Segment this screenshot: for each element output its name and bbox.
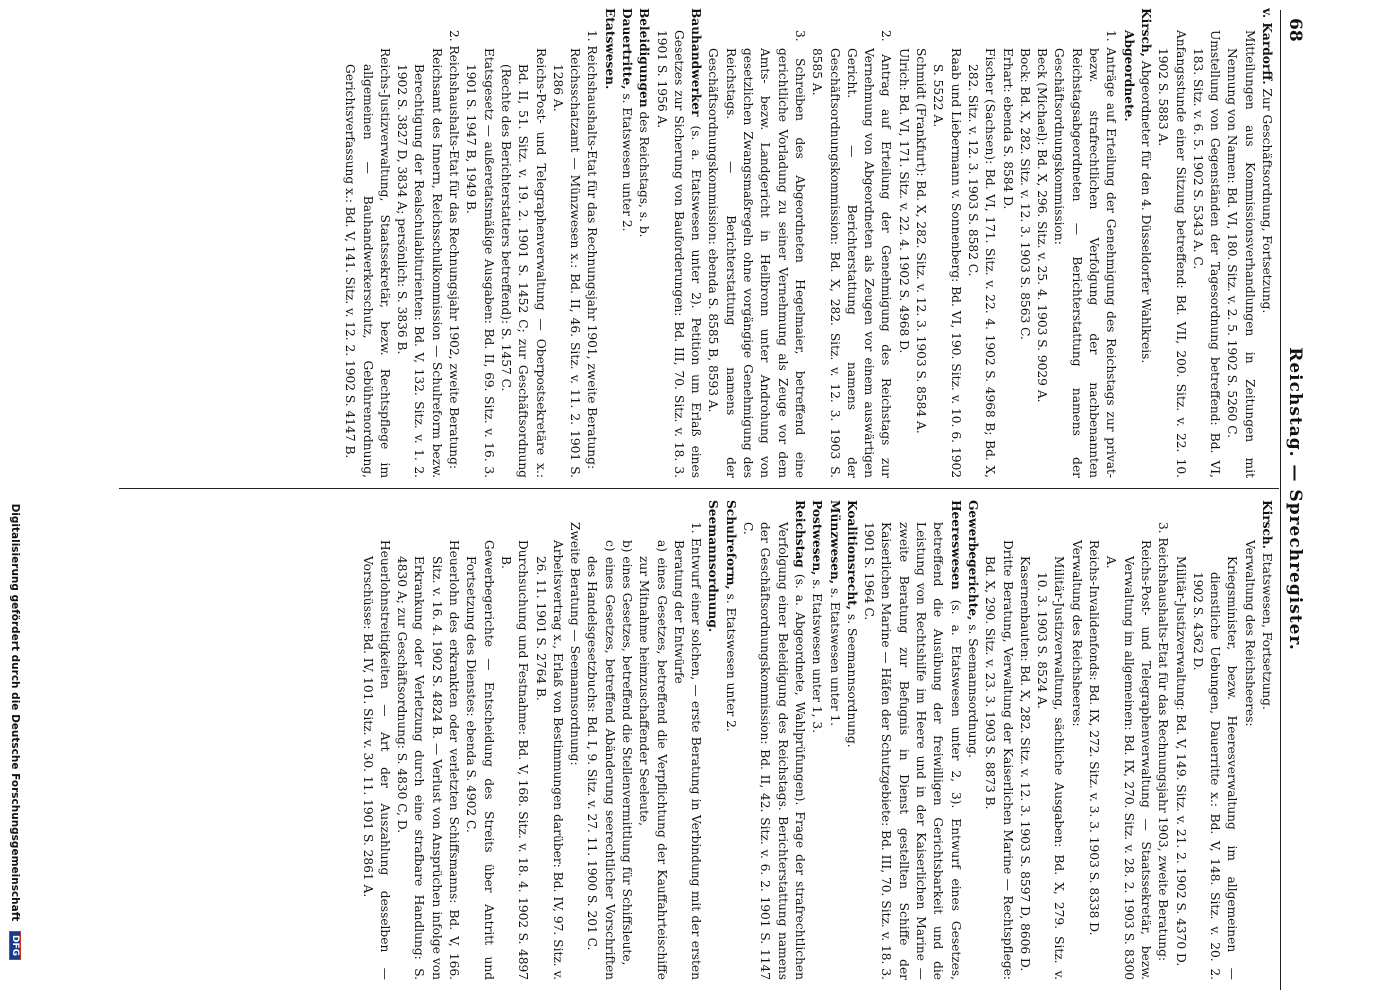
index-entry	[704, 500, 721, 980]
index-entry	[618, 500, 635, 980]
index-keyword: Heereswesen	[948, 500, 963, 590]
index-keyword: Postwesen,	[810, 500, 825, 576]
index-entry	[1016, 500, 1033, 980]
running-head: Reichstag. — Sprechregister.	[1285, 347, 1305, 651]
index-text: Fischer (Sachsen): Bd. VI, 171. Sitz. v. 22. 4. 1902 S. 4968 B; Bd. X, 282. Sitz. v. 12. 3. 1903 S. 8582 C.	[965, 48, 998, 478]
index-text: Zweite Beratung — Seemannsordnung:	[568, 522, 583, 766]
index-text: Reichs-Invalidenfonds: Bd. IX, 272. Sitz. v. 3. 3. 1903 S. 8338 D.	[1087, 540, 1102, 936]
index-entry	[929, 8, 964, 478]
index-entry	[1154, 500, 1171, 980]
index-text: Verwaltung des Reichsheeres:	[1069, 540, 1084, 727]
index-entry	[1223, 8, 1258, 478]
index-text: Etatswesen, Fortsetzung.	[1260, 549, 1274, 710]
index-text: Mitteilungen aus Kommissionsverhandlungen in Zeitungen mit Nennung von Namen: Bd. VI, 180. Sitz. v. 2. 5. 1902 S. 5260 C.	[1225, 30, 1257, 478]
index-keyword: Dauertritte,	[620, 8, 635, 90]
index-text: Reichsamt des Innern, Reichsschulkommission — Schulreform bezw. Berechtigung der Realschulabiturienten: Bd. V, 132. Sitz. v. 1. 2. 1902 S. 3827 D, 3834 A; persönlich: S. 3836 B.	[395, 48, 444, 478]
index-entry	[497, 8, 549, 478]
index-keyword: Etatswesen.	[602, 8, 617, 90]
index-keyword: Münzwesen,	[827, 500, 842, 585]
index-entry	[445, 8, 462, 478]
index-keyword: Koalitionsrecht,	[844, 500, 859, 611]
index-entry	[1258, 500, 1275, 980]
index-entry	[566, 500, 583, 980]
index-text: Umstellung von Gegenständen der Tagesordnung betreffend: Bd. VI, 183. Sitz. v. 6. 5. 1902 S. 5343 A. C.	[1190, 30, 1223, 478]
column-divider	[119, 488, 1279, 489]
index-text: Dritte Beratung, Verwaltung der Kaiserlichen Marine — Rechtspflege: Bd. X, 290. Sitz. v. 23. 3. 1903 S. 8873 B.	[983, 540, 1015, 980]
index-text: Reichsschatzamt — Münzwesen x.: Bd. II, 46. Sitz. v. 11. 2. 1901 S. 1286 A.	[550, 48, 583, 478]
right-column	[115, 500, 1275, 980]
index-entry	[462, 500, 497, 980]
index-entry	[843, 500, 860, 980]
index-entry	[635, 500, 670, 980]
index-text: Gewerbegerichte — Entscheidung des Streits über Antritt und Fortsetzung des Dienstes: ebenda S. 4902 C.	[464, 540, 496, 980]
index-entry	[358, 500, 393, 980]
index-text: Heuerlohnstreitigkeiten — Art der Auszahlung desselben — Vorschüsse: Bd. IV, 101. Sitz. v. 30. 11. 1901 S. 2861 A.	[360, 540, 392, 980]
index-keyword: Beleidigungen	[637, 8, 652, 108]
index-entry	[1016, 8, 1033, 478]
index-text: a) eines Gesetzes, betreffend die Verpflichtung der Kauffahrteischiffe zur Mitnahme heimzuschaffender Seeleute,	[637, 540, 669, 980]
index-text: Schmidt (Frankfurt): Bd. X, 282. Sitz. v. 12. 3. 1903 S. 8584 A.	[914, 48, 929, 434]
left-column	[115, 8, 1275, 478]
index-entry	[981, 500, 1016, 980]
index-entry	[1258, 8, 1275, 478]
index-text: 3. Schreiben des Abgeordneten Hegelmaier, betreffend eine gerichtliche Vorladung zu seiner Vernehmung als Zeuge vor dem Amts- bezw. Landgericht in Heilbronn unter Androhung von gesetzlichen Zwangsmaßregeln ohne vorgängige Genehmigung des Reichstags. — Berichterstattung namens der Geschäftsordnungskommission: ebenda S. 8585 B, 8593 A.	[706, 30, 807, 478]
index-keyword: Abgeordnete.	[1121, 30, 1136, 122]
index-entry	[1085, 500, 1102, 980]
dfg-logo: DFG	[9, 931, 21, 960]
index-keyword: Reichstag	[792, 500, 807, 568]
index-keyword: Kirsch,	[1138, 8, 1153, 58]
index-entry	[1154, 8, 1189, 478]
index-entry	[1240, 500, 1257, 980]
index-entry	[1189, 500, 1241, 980]
index-entry	[912, 8, 929, 478]
index-text: s. Etatswesen unter 1, 3.	[810, 575, 825, 733]
index-entry	[531, 500, 566, 980]
index-entry	[600, 8, 617, 478]
index-entry	[1067, 500, 1084, 980]
index-text: Kasernenbauten: Bd. X, 282. Sitz. v. 12. 3. 1903 S. 8597 D, 8606 D.	[1017, 556, 1032, 972]
index-text: des Reichstags, s. b.	[637, 107, 652, 238]
index-entry	[670, 500, 705, 980]
index-entry	[583, 500, 618, 980]
index-text: Zur Geschäftsordnung, Fortsetzung.	[1260, 84, 1274, 314]
index-text: s. Etatswesen unter 1.	[827, 584, 842, 727]
index-text: 2. Reichshaushalts-Etat für das Rechnungsjahr 1902, zweite Beratung:	[447, 30, 462, 470]
page-number: 68	[1285, 18, 1305, 42]
index-text: Heuerlohn des erkrankten oder verletzten Schiffsmanns: Bd. V, 166. Sitz. v. 16. 4. 1902 S. 4824 B. — Verlust von Ansprüchen infolge von Erkrankung oder Verletzung durch eine strafbare Handlung: S. 4830 A; zur Geschäftsordnung: S. 4830 C, D.	[395, 540, 462, 980]
index-text: Etatsgesetz — außeretatsmäßige Ausgaben: Bd. II, 69. Sitz. v. 16. 3. 1901 S. 1947 B, 1949 B.	[464, 48, 496, 478]
index-entry	[618, 8, 635, 478]
index-entry	[497, 500, 532, 980]
index-entry	[549, 8, 584, 478]
index-entry	[462, 8, 497, 478]
index-text: Reichs-Justizverwaltung, Staatssekretär, bezw. Rechtspflege im allgemeinen — Bauhandwerkerschutz, Gebührenordnung, Gerichtsverfassung x.: Bd. V, 141. Sitz. v. 12. 2. 1902 S. 4147 B.	[343, 48, 392, 478]
index-entry	[393, 8, 445, 478]
index-entry	[635, 8, 652, 478]
index-text: 3. Reichshaushalts-Etat für das Rechnungsjahr 1903, zweite Beratung:	[1156, 522, 1171, 962]
index-text: s. Seemannsordnung.	[844, 610, 859, 748]
index-text: Bock: Bd. X, 282. Sitz. v. 12. 3. 1903 S. 8563 C.	[1017, 48, 1032, 340]
index-text: Kriegsminister, bezw. Heeresverwaltung im allgemeinen — dienstliche Uebungen, Dauerritte x.: Bd. V, 148. Sitz. v. 20. 2. 1902 S. 4362 D.	[1190, 556, 1240, 980]
index-text: s. Seemannsordnung.	[965, 620, 980, 758]
index-text: (s. a. Etatswesen unter 2, 3). Entwurf eines Gesetzes, betreffend die Ausübung der freiwilligen Gerichtsbarkeit und die Leistung von Rechtshilfe im Heere und in der Kaiserlichen Marine — zweite Beratung zur Befugnis in Dienst gestellten Schiffe der Kaiserlichen Marine — Häfen der Schutzgebiete: Bd. III, 70. Sitz. v. 18. 3. 1901 S. 1964 C.	[862, 522, 963, 980]
index-keyword: Kirsch.	[1260, 500, 1274, 550]
index-entry	[583, 8, 600, 478]
index-entry	[1102, 500, 1154, 980]
index-entry	[998, 8, 1015, 478]
index-text: Abgeordneter für den 4. Düsseldorfer Wahlkreis.	[1138, 57, 1153, 364]
index-entry	[1033, 8, 1050, 478]
index-entry	[1119, 8, 1136, 478]
index-entry	[652, 8, 704, 478]
index-keyword: Schulreform,	[723, 500, 738, 590]
index-entry	[1137, 8, 1154, 478]
index-entry	[722, 500, 739, 980]
index-text: 1. Entwurf einer solchen, — erste Beratung in Verbindung mit der ersten Beratung der Entwürfe	[671, 522, 704, 980]
index-text: 1. Reichshaushalts-Etat für das Rechnungsjahr 1901, zweite Beratung:	[585, 30, 600, 470]
index-entry	[1033, 500, 1068, 980]
index-entry	[894, 8, 911, 478]
index-text: 2. Antrag auf Erteilung der Genehmigung des Reichstags zur Vernehmung von Abgeordneten als Zeugen vor einem auswärtigen Gericht. — Berichterstattung namens der Geschäftsordnungskommission: Bd. X, 282. Sitz. v. 12. 3. 1903 S. 8585 A.	[810, 30, 894, 478]
index-entry	[1171, 500, 1188, 980]
index-text: (s. a. Etatswesen unter 2). Petition um Erlaß eines Gesetzes zur Sicherung von Bauforderungen: Bd. III, 70. Sitz. v. 18. 3. 1901 S. 1956 A.	[654, 30, 704, 478]
index-entry	[341, 8, 393, 478]
index-keyword: Gewerbegerichte,	[965, 500, 980, 621]
index-keyword: Seemannsordnung.	[706, 500, 721, 633]
index-text: Arbeitsvertrag x., Erlaß von Bestimmungen darüber: Bd. IV, 97. Sitz. v. 26. 11. 1901 S. 2764 B.	[533, 540, 565, 980]
index-text: s. Etatswesen unter 2.	[620, 89, 635, 232]
index-entry	[808, 500, 825, 980]
index-text: Verwaltung des Reichsheeres:	[1242, 540, 1257, 727]
index-text: s. Etatswesen unter 2.	[723, 589, 738, 732]
index-text: Raab und Liebermann v. Sonnenberg: Bd. VI, 190. Sitz. v. 10. 6. 1902 S. 5522 A.	[931, 48, 963, 478]
index-text: Ulrich: Bd. VI, 171. Sitz. v. 22. 4. 1902 S. 4968 D.	[896, 48, 911, 354]
index-entry	[1189, 8, 1224, 478]
index-entry	[704, 8, 808, 478]
index-entry	[825, 500, 842, 980]
digitization-footer	[3, 0, 21, 1000]
index-entry	[1050, 8, 1119, 478]
index-keyword: v. Kardorff.	[1260, 8, 1274, 85]
index-text: (s. a. Abgeordnete, Wahlprüfungen). Frage der strafrechtlichen Verfolgung einer Beleidigung des Reichstags. Berichterstattung namens der Geschäftsordnungskommission: Bd. II, 42. Sitz. v. 6. 2. 1901 S. 1147 C.	[741, 522, 807, 980]
index-text: 1. Anträge auf Erteilung der Genehmigung des Reichstags zur privat- bezw. strafrechtlichen Verfolgung der nachbenannten Reichstagsabgeordneten — Berichterstattung namens der Geschäftsordnungskommission:	[1052, 30, 1119, 478]
index-text: Reichs-Post- und Telegraphenverwaltung — Staatssekretär, bezw. Verwaltung im allgemeinen: Bd. IX, 270. Sitz. v. 28. 2. 1903 S. 8300 A.	[1104, 540, 1153, 980]
index-entry	[393, 500, 462, 980]
index-entry	[739, 500, 808, 980]
index-text: Militär-Justizverwaltung, sächliche Ausgaben: Bd. X, 279. Sitz. v. 10. 3. 1903 S. 8524 A.	[1035, 556, 1067, 980]
index-keyword: Bauhandwerker	[689, 8, 704, 117]
index-text: b) eines Gesetzes, betreffend die Stellenvermittlung für Schiffsleute,	[620, 540, 635, 966]
index-text: Durchsuchung und Festnahme: Bd. V, 168. Sitz. v. 18. 4. 1902 S. 4897 B.	[498, 540, 531, 980]
index-entry	[964, 8, 999, 478]
index-text: c) eines Gesetzes, betreffend Abänderung seerechtlicher Vorschriften des Handelsgesetzbuchs: Bd. I, 9. Sitz. v. 27. 11. 1900 S. 201 C.	[585, 540, 617, 980]
index-text: Beck (Michael): Bd. X, 296. Sitz. v. 25. 4. 1903 S. 9029 A.	[1035, 48, 1050, 403]
header-rule	[1280, 10, 1281, 990]
index-text: Anfangsstunde einer Sitzung betreffend: Bd. VII, 200. Sitz. v. 22. 10. 1902 S. 5883 A.	[1156, 30, 1188, 478]
index-text: Erhart: ebenda S. 8584 D.	[1000, 48, 1015, 210]
footer-text: Digitalisierung gefördert durch die Deutsche Forschungsgemeinschaft	[9, 503, 21, 922]
index-entry	[860, 500, 964, 980]
index-entry	[964, 500, 981, 980]
index-entry	[808, 8, 894, 478]
index-text: Reichs-Post- und Telegraphenverwaltung — Oberpostsekretäre x.: Bd. II, 51. Sitz. v. 19. 2. 1901 S. 1452 C; zur Geschäftsordnung (Rechte des Berichterstatters betreffend): S. 1457 C.	[498, 48, 548, 478]
index-text: Militär-Justizverwaltung: Bd. V, 149. Sitz. v. 21. 2. 1902 S. 4370 D.	[1173, 556, 1188, 967]
page-header	[1283, 18, 1305, 980]
